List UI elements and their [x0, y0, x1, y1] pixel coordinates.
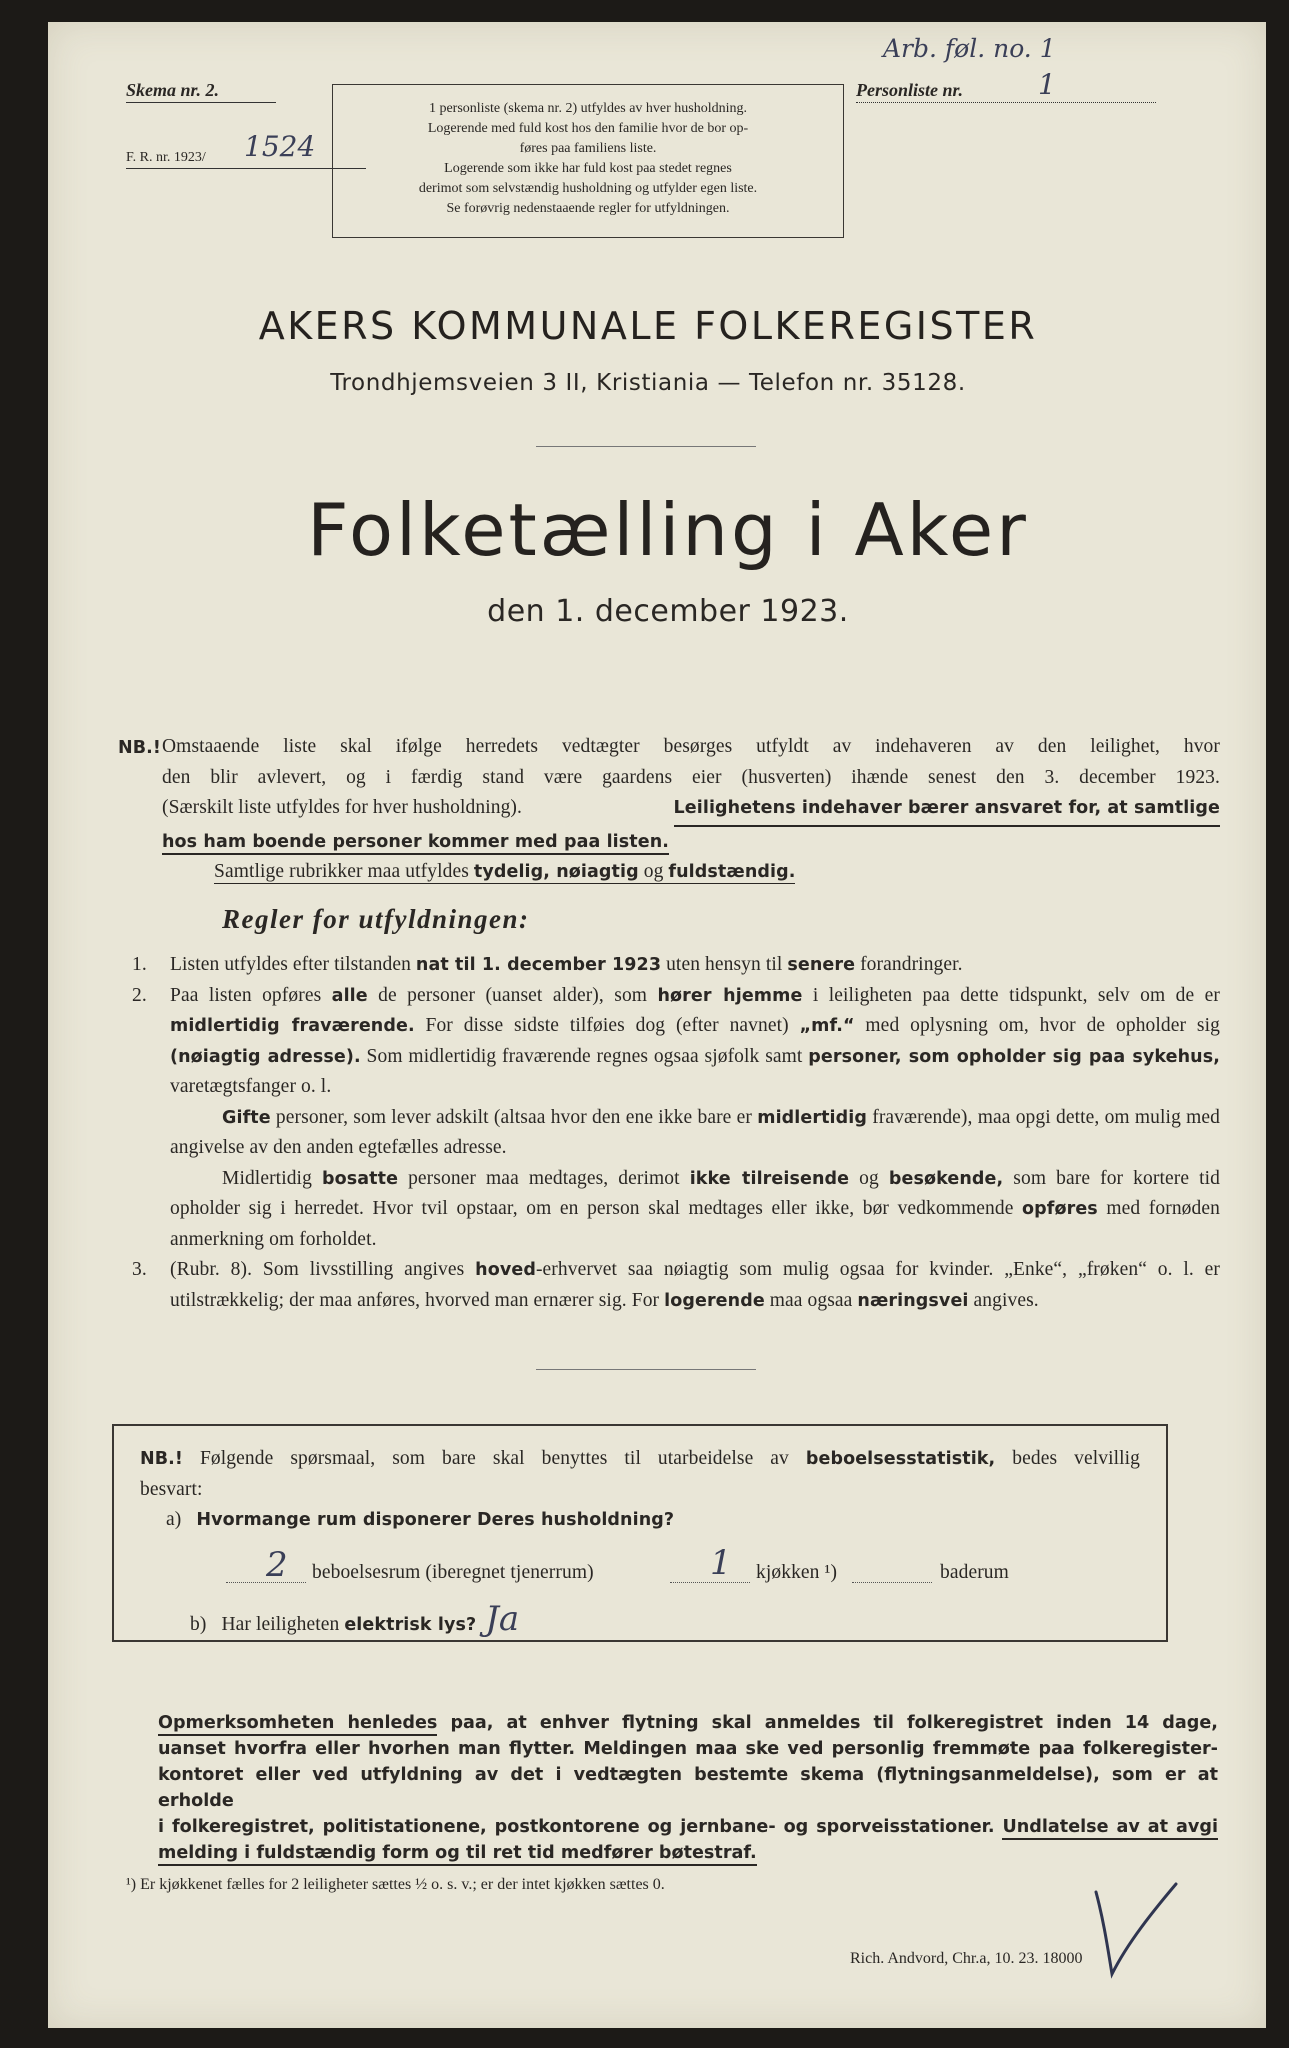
info-line-6: Se forøvrig nedenstaaende regler for utfyldningen.	[446, 201, 730, 216]
rooms-value: 2	[266, 1545, 288, 1585]
check-mark-icon	[1084, 1862, 1184, 1982]
kitchen-label: kjøkken ¹)	[756, 1562, 838, 1583]
rooms-label: beboelsesrum (iberegnet tjenerrum)	[312, 1562, 594, 1583]
bath-input[interactable]	[852, 1582, 932, 1583]
rule-2-t0: Paa listen opføres	[170, 984, 332, 1006]
nb1-line-1: Omstaaende liste skal ifølge herredets vedtægter besørges utfyldt av indehaveren av den leilighet, hvor	[162, 736, 1220, 757]
rule-3-b1: hoved	[475, 1260, 536, 1280]
rule-2b-b2: midlertidig	[757, 1107, 868, 1128]
skema-label-text: Skema nr. 2.	[126, 80, 220, 100]
rule-2-t4: i leiligheten paa dette tidspunkt, selv om de er	[802, 984, 1220, 1006]
rule-2c-b1: bosatte	[321, 1168, 399, 1189]
title-divider-2	[536, 1369, 756, 1370]
census-date: den 1. december 1923.	[487, 594, 849, 629]
notice-line-1	[158, 1710, 1218, 1736]
rule-3-b5: næringsvei	[857, 1290, 969, 1311]
info-line-3: føres paa familiens liste.	[519, 141, 657, 156]
rule-1-bold-a: nat til 1. december 1923	[415, 955, 662, 975]
nb2-label: NB.!	[140, 1449, 184, 1469]
rule-2-bosatte	[132, 1164, 1220, 1256]
notice-line-4b: Undlatelse av at avgi	[1002, 1817, 1218, 1840]
rule-1-number: 1.	[132, 954, 147, 975]
notice-highlight: Opmerksomheten henledes	[158, 1713, 437, 1736]
info-line-4: Logerende som ikke har fuld kost paa stedet regnes	[444, 161, 732, 176]
nb1-line-5b: tydelig, nøiagtig	[473, 862, 639, 882]
personliste-number: 1	[1038, 68, 1056, 101]
census-form-page	[48, 22, 1266, 2028]
info-box	[332, 84, 844, 238]
notice-line-5-text: melding i fuldstændig form og til ret tid medfører bøtestraf.	[158, 1843, 757, 1866]
notice-line-3: kontoret eller ved utfyldning av det i vedtægten bestemte skema (flytningsanmeldelse), som er at erholde	[158, 1765, 1218, 1811]
nb1-line-3a: (Særskilt liste utfyldes for hver husholdning).	[162, 797, 523, 818]
notice-line-5	[158, 1840, 1218, 1866]
rule-2-b7: „mf.“	[799, 1016, 855, 1036]
rule-2-t12: varetægtsfanger o. l.	[170, 1076, 332, 1097]
nb2-intro	[140, 1444, 1140, 1475]
rule-2b-t3: fraværende), maa opgi dette, om mulig med angivelse av den anden egtefælles adresse.	[170, 1106, 1221, 1158]
nb1-label: NB.!	[118, 738, 162, 758]
rule-2-b5: midlertidig fraværende.	[170, 1016, 415, 1036]
rule-2c-t8: med fornøden anmerkning om forholdet.	[170, 1198, 1220, 1250]
rule-2-t10: Som midlertidig fraværende regnes ogsaa sjøfolk samt	[360, 1045, 809, 1067]
fr-prefix: F. R. nr. 1923/	[126, 150, 206, 165]
rooms-answer-row	[226, 1543, 1126, 1592]
rule-3	[132, 1255, 1220, 1316]
nb1-line-5d: fuldstændig.	[668, 862, 796, 882]
rules-heading: Regler for utfyldningen:	[222, 904, 530, 934]
notice-line-4a: i folkeregistret, politistationene, postkontorene og jernbane- og sporveisstationer.	[158, 1817, 1003, 1837]
question-a	[140, 1505, 1140, 1536]
rule-1-bold-b: senere	[787, 955, 856, 975]
housing-statistics-box	[112, 1424, 1168, 1642]
rule-2c-b5: besøkende,	[888, 1168, 1004, 1189]
rule-2-t8: med oplysning om, hvor de opholder sig	[854, 1015, 1220, 1036]
question-a-label: a)	[166, 1509, 182, 1530]
nb2-intro-b: beboelsesstatistik,	[805, 1449, 996, 1469]
rule-2-b3: hører hjemme	[657, 985, 803, 1006]
rule-2c-t2: personer maa medtages, derimot	[398, 1167, 690, 1189]
question-a-text: Hvormange rum disponerer Deres husholdning?	[196, 1510, 675, 1530]
rule-2c-t6: som bare for kortere tid opholder sig i herredet. Hvor tvil opstaar, om en person skal medtages eller ikke, bør vedkommende	[170, 1167, 1220, 1219]
top-right-handwriting: Arb. føl. no. 1	[883, 34, 1056, 63]
nb2-intro-a: Følgende spørsmaal, som bare skal benyttes til utarbeidelse av	[199, 1448, 806, 1469]
rule-1-text-c: forandringer.	[855, 954, 963, 975]
personliste-line	[856, 80, 1156, 103]
title-divider-1	[536, 446, 756, 447]
nb1-line-4	[162, 827, 1220, 858]
rule-3-t4: maa ogsaa	[764, 1289, 858, 1311]
org-address: Trondhjemsveien 3 II, Kristiania — Telefon nr. 35128.	[330, 370, 966, 396]
rule-2-t2: de personer (uanset alder), som	[367, 984, 658, 1006]
moving-notice	[158, 1710, 1218, 1866]
info-line-2: Logerende med fuld kost hos den familie hvor de bor op-	[427, 121, 749, 136]
rule-2-b11: personer, som opholder sig paa sykehus,	[808, 1046, 1220, 1067]
nb1-line-3	[162, 793, 1220, 827]
rule-2-gifte	[132, 1103, 1220, 1164]
nb1-line-3b: Leilighetens indehaver bærer ansvaret for, at samtlige	[674, 793, 1220, 827]
bath-label: baderum	[940, 1562, 1009, 1583]
rule-1-text: Listen utfyldes efter tilstanden	[170, 954, 416, 975]
skema-label	[126, 80, 276, 103]
footnote: ¹) Er kjøkkenet fælles for 2 leiligheter sættes ½ o. s. v.; er der intet kjøkken sættes 0.	[126, 1876, 665, 1893]
nb1-line-5-group	[214, 861, 795, 884]
rule-2c-t4: og	[849, 1167, 889, 1189]
question-b-text-a: Har leiligheten	[221, 1614, 345, 1635]
info-line-1: 1 personliste (skema nr. 2) utfyldes av hver husholdning.	[428, 101, 748, 116]
info-line-5: derimot som selvstændig husholdning og utfylder egen liste.	[418, 181, 758, 196]
rule-2b-b0: Gifte	[222, 1107, 271, 1128]
rule-3-number: 3.	[132, 1259, 147, 1280]
nb1-line-5	[162, 857, 1220, 888]
notice-line-1b: paa, at enhver flytning skal anmeldes til folkeregistret inden 14 dage,	[437, 1713, 1218, 1733]
rule-2c-b7: opføres	[1022, 1199, 1098, 1219]
nb1-line-4-text: hos ham boende personer kommer med paa listen.	[162, 832, 669, 855]
rule-2-t6: For disse sidste tilføies dog (efter navnet)	[414, 1015, 800, 1036]
rule-2-number: 2.	[132, 984, 147, 1006]
rule-2	[132, 981, 1220, 1103]
question-b-label: b)	[190, 1614, 207, 1635]
rule-2-b1: alle	[331, 985, 368, 1006]
fr-number-handwritten: 1524	[244, 130, 316, 163]
nb-notice-1	[118, 732, 1220, 888]
notice-line-4	[158, 1814, 1218, 1840]
rule-1-text-b: uten hensyn til	[661, 954, 788, 975]
nb2-intro-d: besvart:	[140, 1478, 203, 1500]
rule-3-t6: angives.	[968, 1289, 1039, 1311]
rule-3-t0: (Rubr. 8). Som livsstilling angives	[170, 1259, 476, 1280]
rule-3-b3: logerende	[664, 1290, 765, 1311]
question-b-text-b: elektrisk lys?	[344, 1615, 477, 1635]
nb1-line-5a: Samtlige rubrikker maa utfyldes	[214, 861, 469, 882]
personliste-label: Personliste nr.	[856, 80, 964, 100]
rule-1	[132, 950, 1220, 981]
rule-2b-t1: personer, som lever adskilt (altsaa hvor den ene ikke bare er	[270, 1106, 758, 1128]
main-title: Folketælling i Aker	[307, 488, 1029, 572]
rules-list	[132, 950, 1220, 1316]
nb2-intro-c: bedes velvillig	[995, 1448, 1140, 1469]
org-title: AKERS KOMMUNALE FOLKEREGISTER	[258, 304, 1038, 348]
question-b	[190, 1599, 790, 1641]
rule-2c-b3: ikke tilreisende	[689, 1168, 850, 1189]
rule-3-t2: -erhvervet saa nøiagtig som mulig ogsaa for kvinder. „Enke“, „frøken“ o. l. er utilstrækkelig; der maa anføres, hvorved man ernærer sig. For	[170, 1259, 1220, 1311]
kitchen-value: 1	[710, 1543, 732, 1583]
rule-2-b9: (nøiagtig adresse).	[170, 1046, 361, 1067]
rule-2c-t0: Midlertidig	[222, 1167, 322, 1189]
nb1-line-2: den blir avlevert, og i færdig stand være gaardens eier (husverten) ihænde senest den 3. december 1923.	[162, 766, 1220, 788]
printer-imprint: Rich. Andvord, Chr.a, 10. 23. 18000	[850, 1950, 1083, 1967]
electric-light-answer: Ja	[485, 1599, 520, 1639]
notice-line-2: uanset hvorfra eller hvorhen man flytter. Meldingen maa ske ved personlig fremmøte paa folkeregister-	[158, 1739, 1218, 1759]
nb1-line-5c: og	[643, 861, 664, 882]
